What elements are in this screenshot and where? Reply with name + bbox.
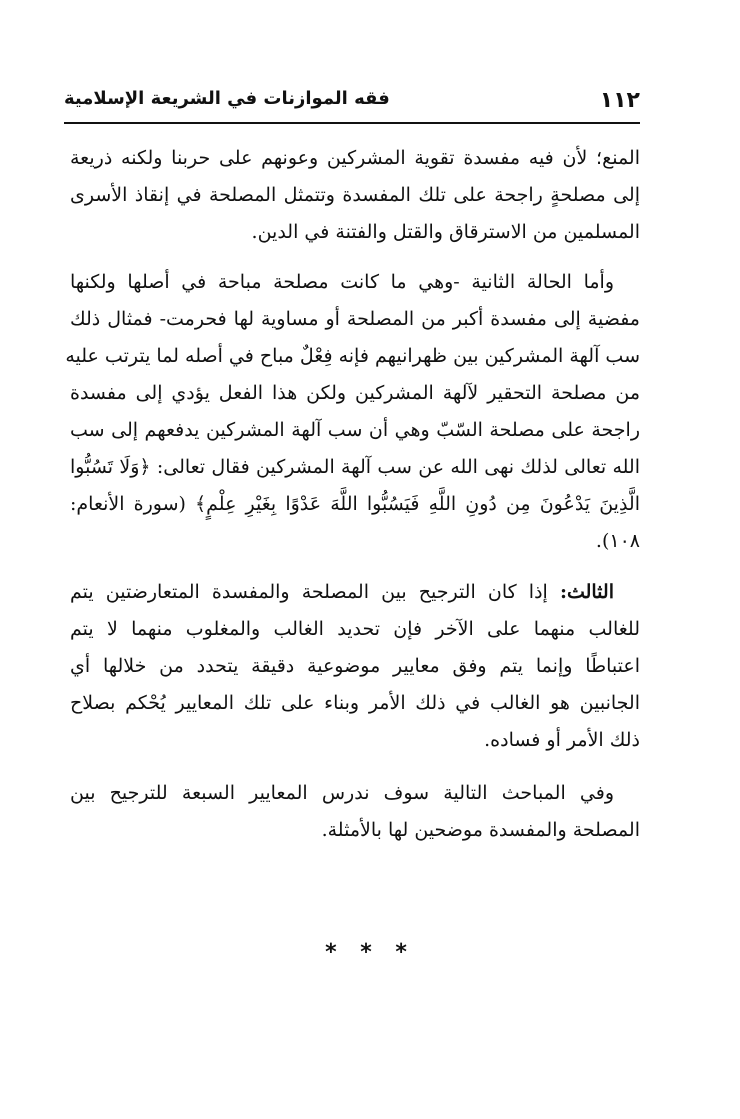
paragraph-4 (70, 775, 640, 849)
paragraph-2 (65, 264, 640, 560)
section-separator: * * * (325, 940, 415, 965)
text-line: الجانبين هو الغالب في ذلك الأمر وبناء على تلك المعايير يُحْكم بصلاح (70, 692, 640, 714)
header-rule (64, 122, 640, 124)
text-line: سب آلهة المشركين بين ظهرانيهم فإنه فِعْلٌ مباح في أصله لما يترتب عليه (65, 345, 640, 367)
text-line: من مصلحة التحقير لآلهة المشركين ولكن هذا الفعل يؤدي إلى مفسدة (70, 382, 640, 404)
text-line: راجحة على مصلحة السّبّ وهي أن سب آلهة المشركين يدفعهم إلى سب (70, 419, 640, 441)
running-header (64, 86, 640, 120)
text-line: إلى مصلحةٍ راجحة على تلك المفسدة وتتمثل المصلحة في إنقاذ الأسرى (70, 184, 640, 206)
text-line: ١٠٨). (595, 530, 640, 552)
text-line: ذلك الأمر أو فساده. (484, 729, 640, 751)
text-line: مفضية إلى مفسدة أكبر من المصلحة أو مساوية لها فحرمت- فمثال ذلك (70, 308, 640, 330)
text-line: الَّذِينَ يَدْعُونَ مِن دُونِ اللَّهِ فَيَسُبُّوا اللَّهَ عَدْوًا بِغَيْرِ عِلْمٍ﴾ (سورة الأنعام: (70, 493, 640, 515)
paragraph-3 (70, 574, 640, 759)
text-line: للغالب منهما على الآخر فإن تحديد الغالب والمغلوب منهما لا يتم (70, 618, 640, 640)
book-title: فقه الموازنات في الشريعة الإسلامية (64, 88, 390, 109)
paragraph-1 (70, 140, 640, 251)
text-line: الله تعالى لذلك نهى الله عن سب آلهة المشركين فقال تعالى: ﴿وَلَا تَسُبُّوا (70, 456, 640, 478)
text-line (70, 574, 640, 611)
page-number: ١١٢ (599, 88, 640, 113)
text-line: المسلمين من الاسترقاق والقتل والفتنة في الدين. (251, 221, 640, 243)
text-line: المصلحة والمفسدة موضحين لها بالأمثلة. (321, 819, 640, 841)
text-line: وأما الحالة الثانية -وهي ما كانت مصلحة مباحة في أصلها ولكنها (70, 271, 614, 293)
text-line: وفي المباحث التالية سوف ندرس المعايير السبعة للترجيح بين (70, 782, 614, 804)
section-lead: الثالث: (559, 581, 614, 603)
text-line: المنع؛ لأن فيه مفسدة تقوية المشركين وعونهم على حربنا ولكنه ذريعة (70, 147, 640, 169)
text-span: إذا كان الترجيح بين المصلحة والمفسدة المتعارضتين يتم (70, 581, 560, 603)
text-line: اعتباطًا وإنما يتم وفق معايير موضوعية دقيقة يتحدد من خلالها أي (70, 655, 640, 677)
